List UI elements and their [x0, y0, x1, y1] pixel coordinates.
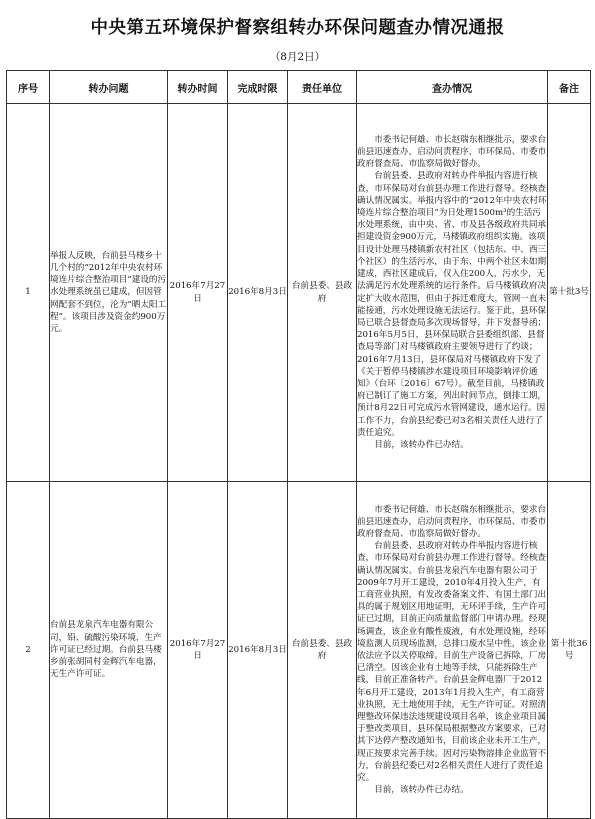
report-date: （8月2日） — [269, 51, 326, 63]
investigation-paragraph: 台前县委、县政府对转办件举报内容进行核查，市环保局对台前县办理工作进行督导。经核查确认情况属实。举报内容中的“2012年中央农村环境连片综合整治项目”为日处理1500m³的生活污水处理系统，由中央、省、市及县各级政府共同承担建设资金900万元，马楼镇政府组织实施。该项目设计处理马楼镇新农村社区（包括东、中、西三个社区）的生活污水，由于东、中两个社区未如期建成，西社区建成后，仅入住200人，污水少，无法满足污水处理系统的运行条件。后马楼镇政府决定扩大收水范围，但由于拆迁难度大，管网一直未能接通，污水处理设施无法运行。鉴于此，县环保局已联合县督查局多次现场督导，并下发督导函；2016年5月5日，县环保局联合县委组织部、县督查局等部门对马楼镇政府主要领导进行了约谈；2016年7月13日，县环保局对马楼镇政府下发了《关于暂停马楼镇涉水建设项目环境影响评价通知》（台环〔2016〕67号）。截至目前，马楼镇政府已制订了施工方案，列出时间节点，倒排工期，预计8月22日可完成污水管网建设，通水运行。因工作不力，台前县纪委已对3名相关责任人进行了责任追究。 — [357, 171, 547, 438]
row-deadline: 2016年8月3日 — [228, 482, 288, 819]
row-remarks: 第十批36号 — [548, 482, 591, 819]
row-serial: 2 — [7, 482, 50, 819]
report-title: 中央第五环境保护督察组转办环保问题查办情况通报 — [90, 18, 505, 38]
investigation-paragraph: 目前，该转办件已办结。 — [374, 439, 469, 450]
header-remarks: 备注 — [548, 71, 591, 104]
table-header-row — [7, 71, 591, 104]
row-investigation — [357, 482, 548, 819]
row-serial: 1 — [7, 104, 50, 482]
investigation-paragraph: 台前县委、县政府对转办件举报内容进行核查，市环保局对台前县办理工作进行督导。经核查确认情况属实。台前县龙泉汽车电器有限公司于2009年7月开工建设，2010年4月投入生产，有工商营业执照，有发改委备案文件、有国土部门出具的属于规划区用地证明，无环评手续，生产许可证已过期，目前正向质量监督部门申请办理。经现场调查，该企业有酸性废液，有水处理设施，经环境监测人员现场监测，总排口废水呈中性，该企业依法应予以关停取缔。目前生产设备已拆除，厂房已清空。因该企业有土地等手续，只能拆除生产线，目前正准备转产。台前县金辉电器厂于2012年6月开工建设，2013年1月投入生产，有工商营业执照，无土地使用手续，无生产许可证。对照清理整改环保违法违规建设项目名单，该企业项目属于整改类项目，县环保局根据整改方案要求，已对其下达停产整改通知书，目前该企业未开工生产，现正按要求完善手续。因对污染物溶排企业监管不力，台前县纪委已对2名相关责任人进行了责任追究。 — [357, 541, 547, 784]
row-deadline: 2016年8月3日 — [228, 104, 288, 482]
investigation-paragraph: 市委书记何雄、市长赵瑞东相继批示，要求台前县迅速查办，启动问责程序，市环保局、市委市政府督查局、市监察局做好督办。 — [357, 134, 547, 170]
row-remarks: 第十批3号 — [548, 104, 591, 482]
row-responsible-unit: 台前县委、县政府 — [288, 482, 357, 819]
header-transfer-time: 转办时间 — [168, 71, 228, 104]
table-row — [7, 104, 591, 482]
row-transfer-time: 2016年7月27日 — [168, 104, 228, 482]
report-table — [6, 70, 591, 819]
header-responsible-unit: 责任单位 — [288, 71, 357, 104]
investigation-paragraph: 市委书记何雄、市长赵瑞东相继批示，要求台前县迅速查办，启动问责程序，市环保局、市委市政府督查局、市监察局做好督办。 — [357, 504, 547, 539]
header-issue: 转办问题 — [50, 71, 168, 104]
investigation-paragraph: 目前，该转办件已办结。 — [374, 785, 469, 796]
row-transfer-time: 2016年7月27日 — [168, 482, 228, 819]
header-investigation: 查办情况 — [357, 71, 548, 104]
table-row — [7, 482, 591, 819]
row-investigation — [357, 104, 548, 482]
header-serial: 序号 — [7, 71, 50, 104]
header-deadline: 完成时限 — [228, 71, 288, 104]
row-responsible-unit: 台前县委、县政府 — [288, 104, 357, 482]
row-issue: 台前县龙泉汽车电器有限公司，铅、硫酸污染环境，生产许可证已经过期。台前县马楼乡前张胡同村金辉汽车电器，无生产许可证。 — [50, 482, 168, 819]
row-issue: 举报人反映，台前县马楼乡十几个村的“2012年中央农村环境连片综合整治项目”建设的污水处理系统虽已建成，但因管网配套不到位，沦为“晒太阳工程”。该项目涉及资金约900万元。 — [50, 104, 168, 482]
